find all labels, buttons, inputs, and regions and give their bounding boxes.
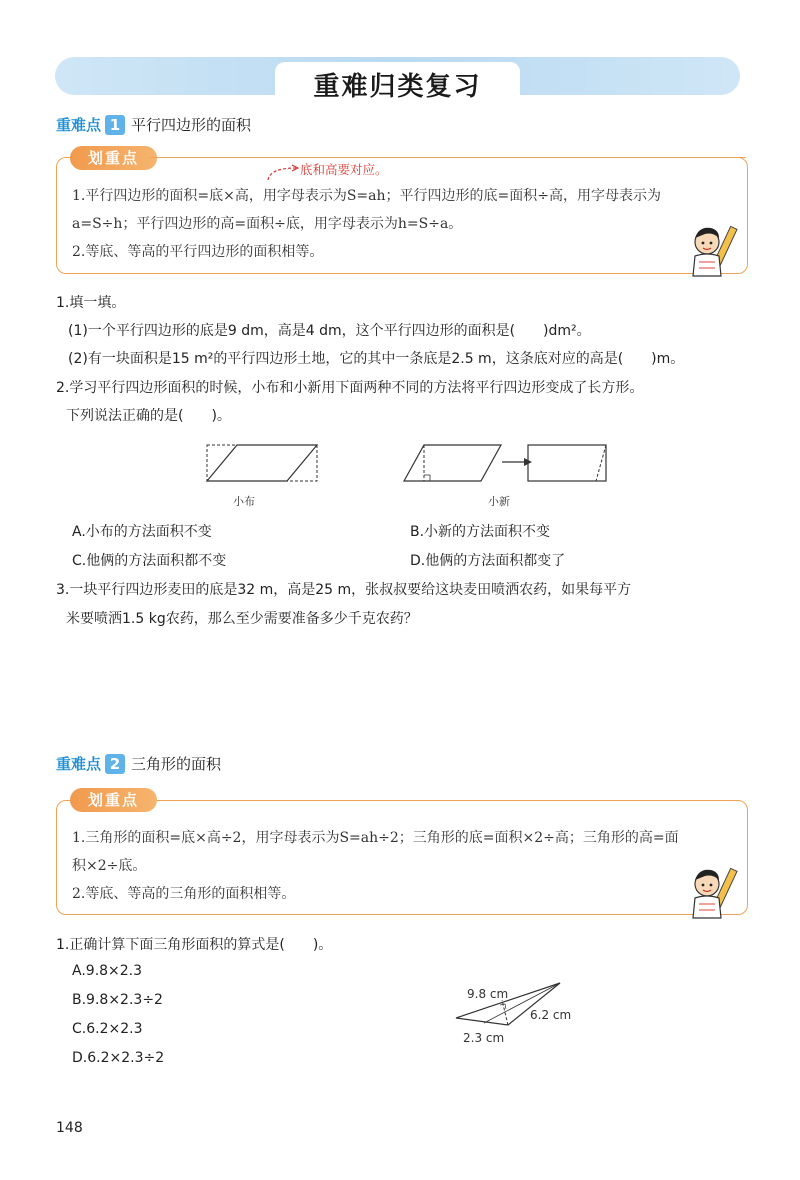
s2-option-d: D.6.2×2.3÷2 [72, 1050, 165, 1066]
section2-heading [56, 753, 221, 774]
s1-option-d: D.他俩的方法面积都变了 [410, 553, 566, 569]
page-number: 148 [56, 1120, 83, 1136]
section1-title: 平行四边形的面积 [131, 116, 252, 134]
figure-xiaobu [200, 442, 325, 486]
section1-kp-line1: 1.平行四边形的面积=底×高，用字母表示为S=ah；平行四边形的底=面积÷高，用字母表示为 [72, 188, 661, 204]
s1-option-b: B.小新的方法面积不变 [410, 524, 551, 540]
page-title: 重难归类复习 [313, 72, 482, 102]
section2-number: 2 [105, 754, 125, 774]
s1-option-c: C.他俩的方法面积都不变 [72, 553, 227, 569]
s1-q1-title: 1.填一填。 [56, 295, 126, 311]
s1-q3-line2: 米要喷洒1.5 kg农药，那么至少需要准备多少千克农药？ [66, 611, 418, 627]
section2-title: 三角形的面积 [131, 755, 222, 773]
divider [150, 157, 746, 158]
s1-q2-line2: 下列说法正确的是( )。 [66, 408, 231, 424]
s1-q3-line1: 3.一块平行四边形麦田的底是32 m，高是25 m，张叔叔要给这块麦田喷洒农药，如果每平方 [56, 582, 632, 598]
figure-xiaoxin [398, 442, 613, 486]
section1-number: 1 [105, 115, 125, 135]
triangle-label-top: 9.8 cm [467, 987, 509, 1001]
section2-keypoints-tab: 划重点 [70, 788, 157, 812]
s1-q1-1: (1)一个平行四边形的底是9 dm，高是4 dm，这个平行四边形的面积是( )dm²。 [68, 323, 591, 339]
boy-with-pencil-icon [685, 864, 745, 920]
s2-q1-title: 1.正确计算下面三角形面积的算式是( )。 [56, 937, 333, 953]
figure-caption-left: 小布 [233, 495, 255, 508]
s2-option-b: B.9.8×2.3÷2 [72, 992, 163, 1008]
s2-option-c: C.6.2×2.3 [72, 1021, 143, 1037]
s1-option-a: A.小布的方法面积不变 [72, 524, 212, 540]
boy-with-pencil-icon [685, 222, 745, 278]
note-arrow-icon [262, 160, 302, 182]
section1-keypoints-tab: 划重点 [70, 146, 157, 170]
section1-kp-line3: 2.等底、等高的平行四边形的面积相等。 [72, 244, 324, 260]
s2-option-a: A.9.8×2.3 [72, 963, 143, 979]
section1-note: 底和高要对应。 [300, 162, 388, 177]
section1-kp-line2: a=S÷h；平行四边形的高=面积÷底，用字母表示为h=S÷a。 [72, 216, 463, 232]
triangle-label-bottom: 2.3 cm [463, 1031, 505, 1045]
s1-q1-2: (2)有一块面积是15 m²的平行四边形土地，它的其中一条底是2.5 m，这条底对应的高是( )m。 [68, 351, 685, 367]
section1-label: 重难点 [56, 116, 102, 134]
section2-label: 重难点 [56, 755, 102, 773]
figure-caption-right: 小新 [488, 495, 510, 508]
s1-q2-line1: 2.学习平行四边形面积的时候，小布和小新用下面两种不同的方法将平行四边形变成了长方形。 [56, 380, 644, 396]
section1-heading [56, 114, 251, 135]
section2-kp-line2: 积×2÷底。 [72, 858, 147, 874]
section2-kp-line1: 1.三角形的面积=底×高÷2，用字母表示为S=ah÷2；三角形的底=面积×2÷高；三角形的高=面 [72, 830, 679, 846]
section2-kp-line3: 2.等底、等高的三角形的面积相等。 [72, 886, 296, 902]
triangle-label-right: 6.2 cm [530, 1008, 572, 1022]
